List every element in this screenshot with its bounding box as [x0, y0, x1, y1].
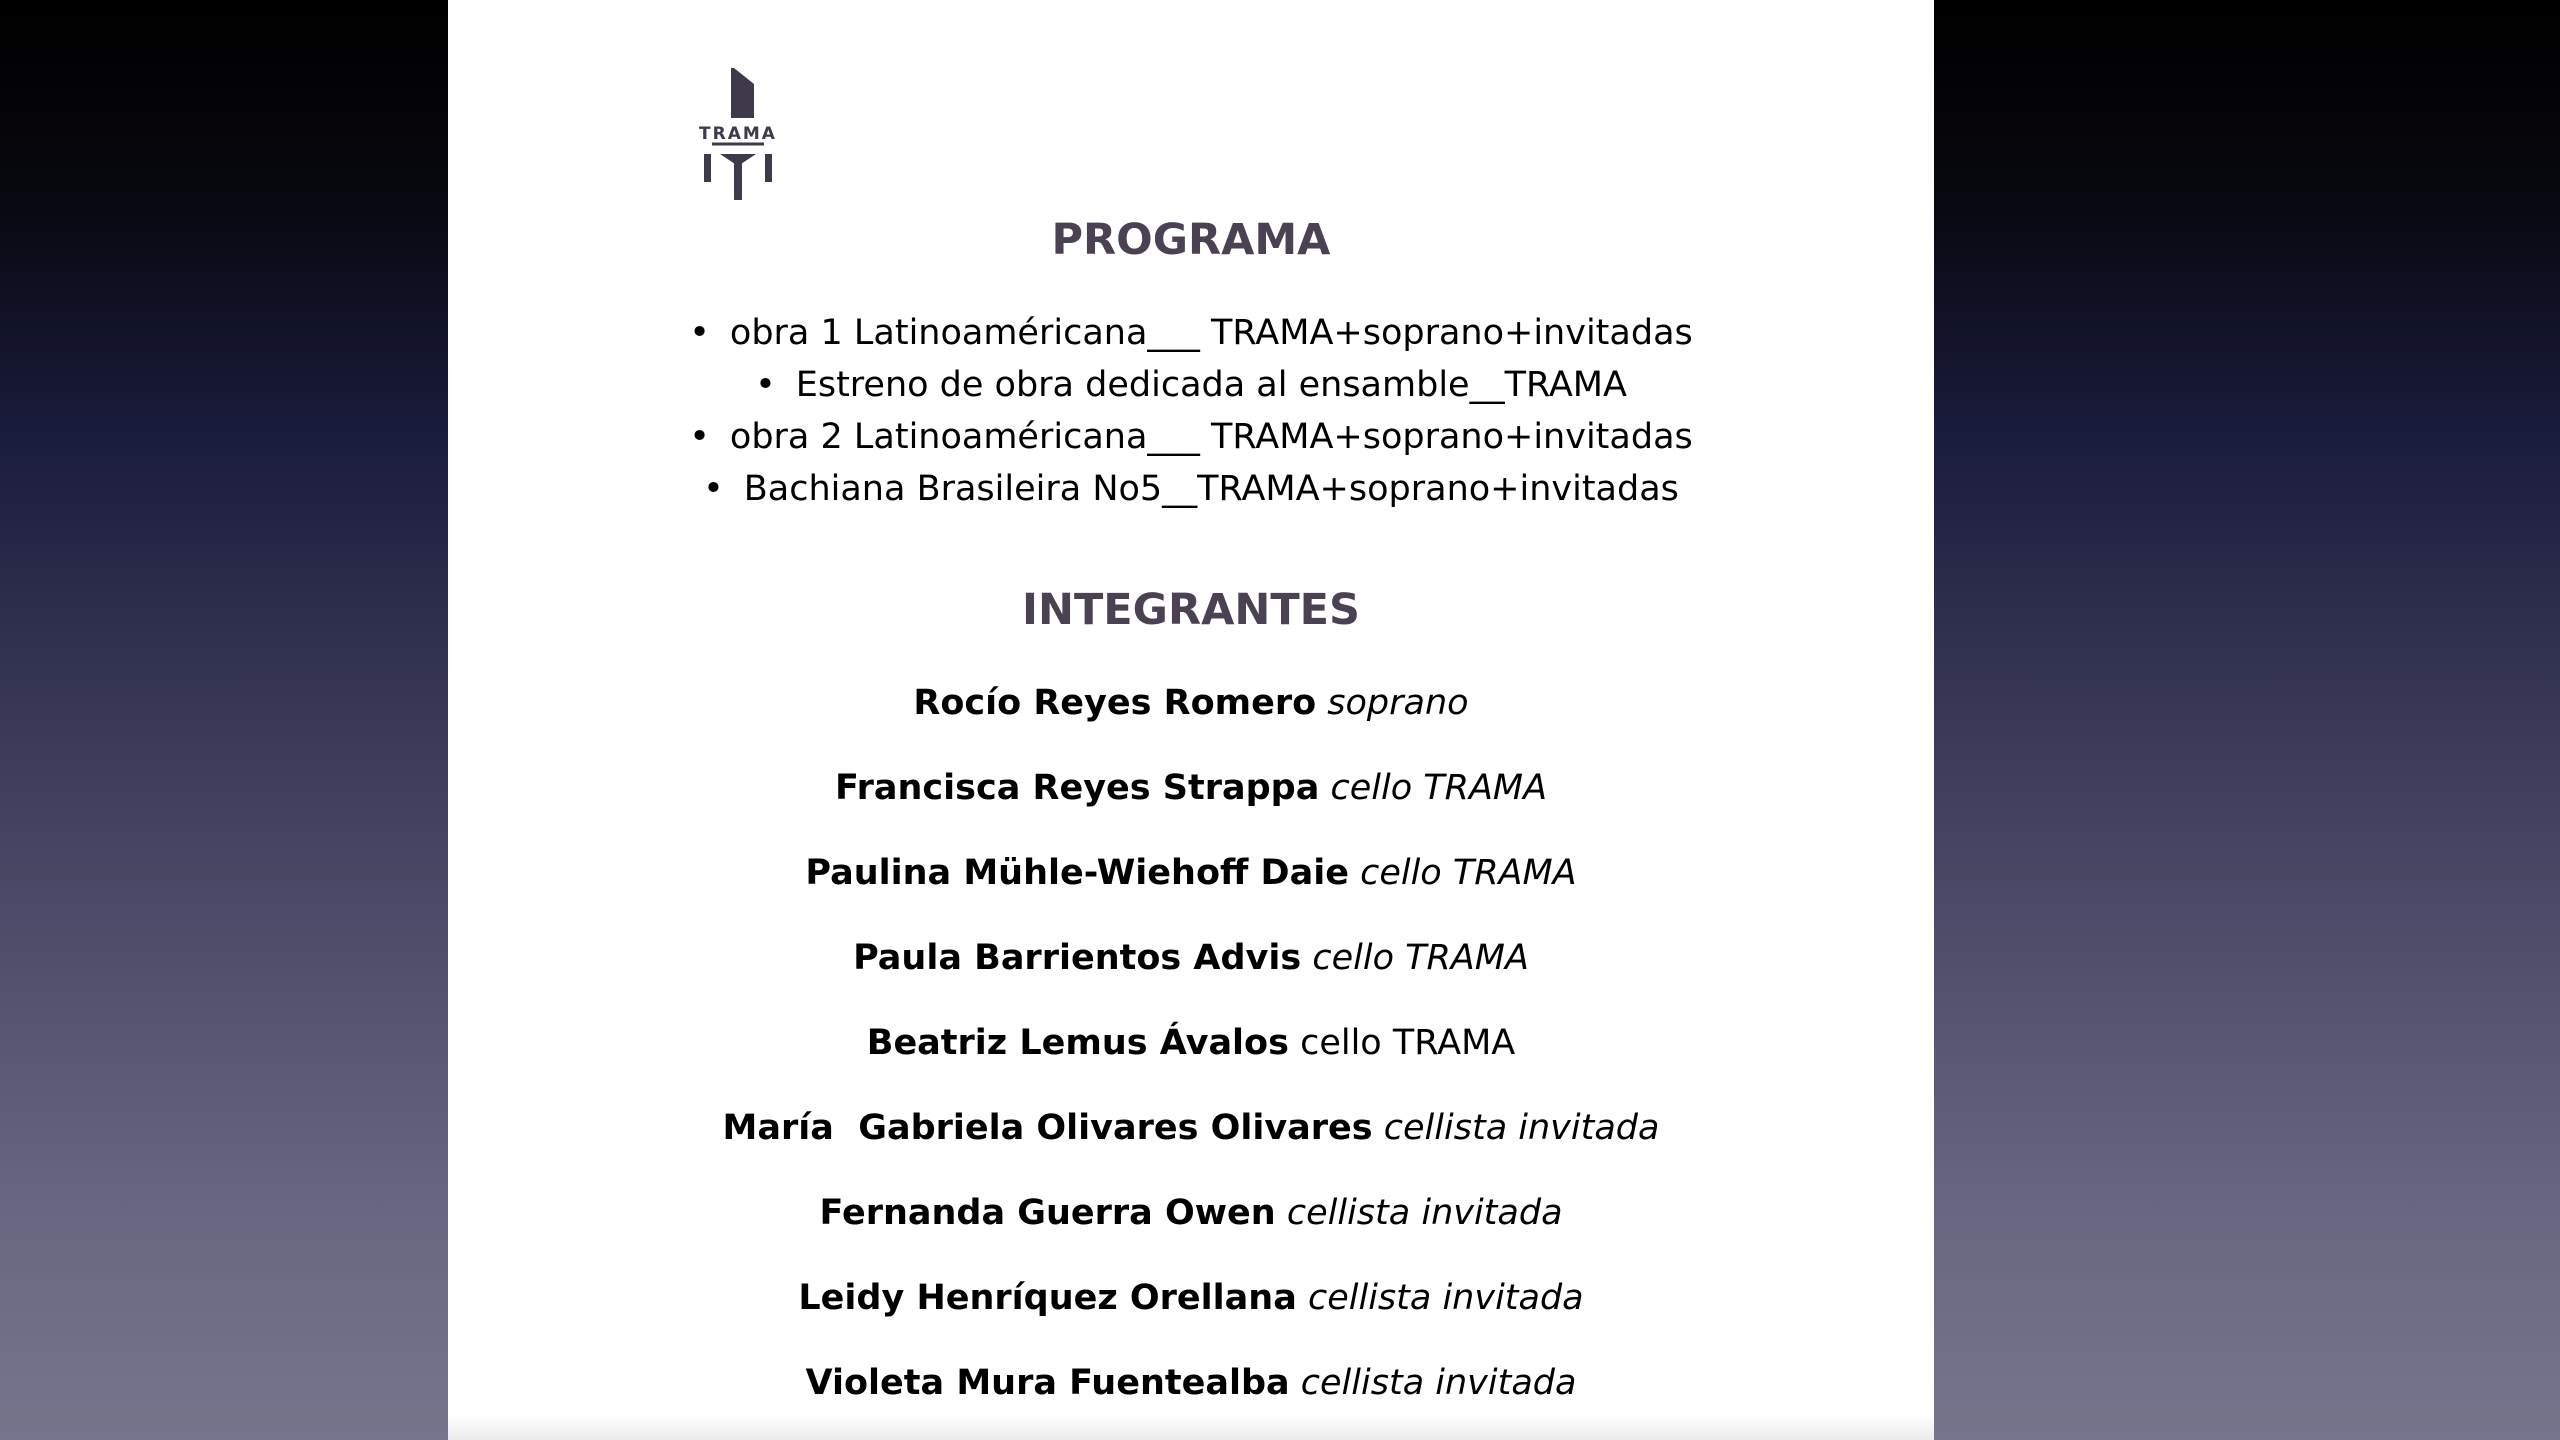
member-line: [448, 853, 1934, 893]
bullet-icon: •: [703, 469, 724, 509]
member-line: [448, 683, 1934, 723]
member-name: Beatriz Lemus Ávalos: [866, 1023, 1289, 1063]
member-name: Fernanda Guerra Owen: [819, 1193, 1276, 1233]
member-line: [448, 768, 1934, 808]
member-line: [448, 1363, 1934, 1403]
document-page: [448, 0, 1934, 1440]
trama-logo: [698, 66, 778, 202]
member-line: [448, 938, 1934, 978]
logo-wordmark: TRAMA: [699, 124, 777, 144]
member-line: [448, 1108, 1934, 1148]
programa-item: [448, 313, 1934, 353]
member-role: cello TRAMA: [1360, 853, 1577, 893]
programa-heading: PROGRAMA: [1051, 215, 1331, 265]
page-bottom-edge: [448, 1414, 1934, 1440]
programa-item: [448, 365, 1934, 405]
member-line: [448, 1278, 1934, 1318]
integrantes-heading: INTEGRANTES: [1021, 585, 1361, 635]
member-role: cellista invitada: [1286, 1193, 1563, 1233]
member-name: Violeta Mura Fuentealba: [805, 1363, 1290, 1403]
bullet-icon: •: [689, 417, 710, 457]
member-role: cellista invitada: [1383, 1108, 1660, 1148]
member-name: María Gabriela Olivares Olivares: [722, 1108, 1373, 1148]
programa-item-text: obra 1 Latinoaméricana___ TRAMA+soprano+invitadas: [729, 313, 1693, 353]
programa-item-text: obra 2 Latinoaméricana___ TRAMA+soprano+invitadas: [729, 417, 1693, 457]
member-name: Rocío Reyes Romero: [913, 683, 1317, 723]
member-role: cellista invitada: [1307, 1278, 1584, 1318]
member-role: soprano: [1327, 683, 1469, 723]
member-role: cello TRAMA: [1300, 1023, 1516, 1063]
programa-item: [448, 417, 1934, 457]
member-line: [448, 1023, 1934, 1063]
member-name: Paula Barrientos Advis: [853, 938, 1302, 978]
member-name: Francisca Reyes Strappa: [834, 768, 1320, 808]
bullet-icon: •: [755, 365, 776, 405]
member-role: cello TRAMA: [1312, 938, 1529, 978]
programa-item-text: Bachiana Brasileira No5__TRAMA+soprano+invitadas: [743, 469, 1679, 509]
member-line: [448, 1193, 1934, 1233]
bullet-icon: •: [689, 313, 710, 353]
member-role: cellista invitada: [1300, 1363, 1577, 1403]
member-name: Leidy Henríquez Orellana: [798, 1278, 1297, 1318]
programa-item-text: Estreno de obra dedicada al ensamble__TRAMA: [795, 365, 1627, 405]
programa-item: [448, 469, 1934, 509]
member-name: Paulina Mühle-Wiehoff Daie: [805, 853, 1349, 893]
member-role: cello TRAMA: [1330, 768, 1548, 808]
